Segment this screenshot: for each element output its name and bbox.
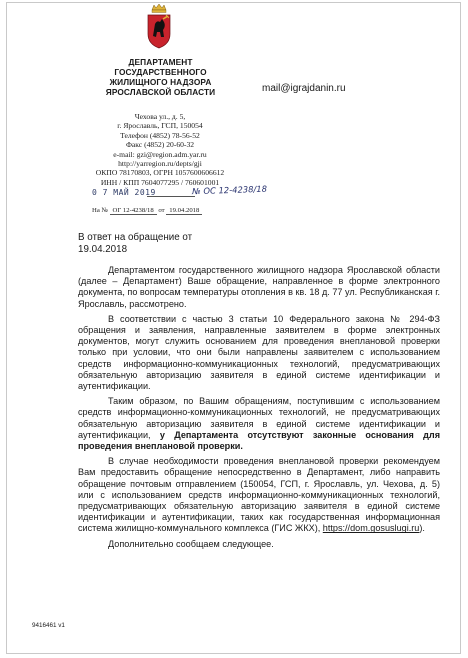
gis-zhkh-link[interactable]: https://dom.gosuslugi.ru xyxy=(322,523,420,534)
ref-number: ОГ 12-4238/18 xyxy=(110,207,157,215)
number-underline xyxy=(147,196,195,197)
ref-from-label: от xyxy=(158,207,165,214)
fax-number: Факс (4852) 20-60-32 xyxy=(125,140,195,150)
department-contacts xyxy=(90,112,230,187)
coat-of-arms-icon xyxy=(146,4,172,50)
address-city: г. Ярославль, ГСП, 150054 xyxy=(117,121,203,131)
dept-email: e-mail: gzi@region.adm.yar.ru xyxy=(113,149,207,159)
reply-header xyxy=(78,232,192,256)
paragraph-text: Таким образом, по Вашим обращениям, поступившим с использованием средств информационно-коммуникационных технологий, не предусматривающих обязательную авторизацию заявителя в единой системе идентификации и аутентификации, xyxy=(78,396,440,440)
paragraph-end: ). xyxy=(419,523,425,534)
paragraph xyxy=(78,396,440,452)
department-name xyxy=(98,57,223,97)
paragraph-text: В случае необходимости проведения внеплановой проверки рекомендуем Вам предоставить обращение непосредственно в Департамент, либо направить обращение почтовым отправлением (150054, ГСП, г. Ярославль, ул. Чехова, д. 5) или с использованием средств информационно-коммуникационных технологий, предусматривающих обязательную авторизацию заявителя в единой системе идентификации и аутентификации, таких как государственная информационная система жилищно-коммунального комплекса (ГИС ЖКХ), xyxy=(78,456,440,534)
registration-date-stamp: 0 7 МАЙ 2019 xyxy=(92,188,156,197)
reply-header-date: 19.04.2018 xyxy=(78,244,128,255)
paragraph xyxy=(78,456,440,534)
letter-body xyxy=(78,265,440,554)
paragraph: В соответствии с частью 3 статьи 10 Федерального закона № 294-ФЗ обращения и заявления, направленные заявителем в форме электронных документов, могут служить основанием для проведения внеплановой проверки только при условии, что они были направлены заявителем с использованием средств информационно-коммуникационных технологий, предусматривающих обязательную авторизацию заявителя в единой системе идентификации и аутентификации. xyxy=(78,313,440,392)
okpo-ogrn: ОКПО 78170803, ОГРН 1057600606612 xyxy=(95,168,225,178)
dept-line: ДЕПАРТАМЕНТ xyxy=(128,57,193,67)
dept-line: ЯРОСЛАВСКОЙ ОБЛАСТИ xyxy=(105,87,216,97)
paragraph: Дополнительно сообщаем следующее. xyxy=(108,538,274,549)
paragraph-end: . xyxy=(240,441,243,452)
address-street: Чехова ул., д. 5, xyxy=(134,112,186,121)
ref-date: 19.04.2018 xyxy=(166,207,202,215)
dept-line: ГОСУДАРСТВЕННОГО xyxy=(114,67,207,77)
dept-line: ЖИЛИЩНОГО НАДЗОРА xyxy=(109,77,212,87)
ref-number-label: На № xyxy=(92,207,108,214)
handwritten-outgoing-number: № ОС 12-4238/18 xyxy=(191,183,268,197)
recipient-email: mail@igrajdanin.ru xyxy=(262,83,346,94)
paragraph: Департаментом государственного жилищного надзора Ярославской области (далее – Департамент) Ваше обращение, направленное в форме электронного документа, по вопросам температуры отопления в кв. 18 д. 77 ул. Республиканская г. Ярославль, рассмотрено. xyxy=(78,265,440,309)
phone-number: Телефон (4852) 78-56-52 xyxy=(120,130,200,140)
dept-website: http://yarregion.ru/depts/gji xyxy=(118,159,202,169)
conclusion-bold: у Департамента отсутствуют законные основания для проведения внеплановой проверки xyxy=(78,429,441,452)
inn-kpp: ИНН / КПП 7604077295 / 760601001 xyxy=(100,177,220,187)
reply-header-line: В ответ на обращение от xyxy=(78,232,193,243)
document-id: 9416461 v1 xyxy=(32,622,65,629)
reference-line xyxy=(92,207,202,214)
